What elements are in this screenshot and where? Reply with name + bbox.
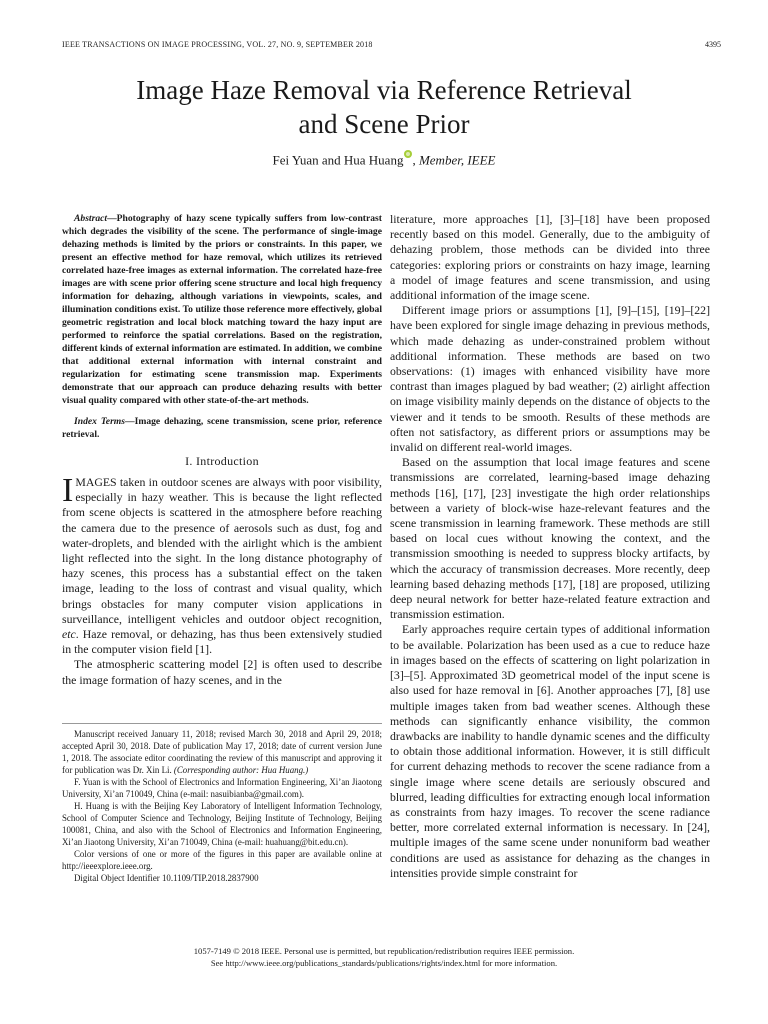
intro-paragraph-1-etc: etc [62,627,76,642]
intro-paragraph-1 [62,472,382,657]
member-status: Member, IEEE [418,152,496,168]
footnote-doi: Digital Object Identifier 10.1109/TIP.2018.2837900 [74,873,259,883]
abstract-label: Abstract [74,213,108,224]
footnote-corresponding-author: (Corresponding author: Hua Huang.) [173,765,309,775]
paper-title-line-1: Image Haze Removal via Reference Retrieval [136,75,632,105]
footnote-color-versions: Color versions of one or more of the figures in this paper are available online at http://ieeexplore.ieee.org. [62,849,382,871]
running-header-journal: IEEE TRANSACTIONS ON IMAGE PROCESSING, VOL. 27, NO. 9, SEPTEMBER 2018 [62,40,373,49]
index-terms [62,415,382,441]
intro-paragraph-1-text: MAGES taken in outdoor scenes are always with poor visibility, especially in hazy weather. This is because the light reflected from scene objects is scattered in the atmosphere before reaching the camera due to the presence of aerosols such as dust, fog and water-droplets, and blended with the airlight which is the ambient light reflected into the sight. In the long distance photography of hazy scenes, this process has a substantial effect on the taken image, leading to the loss of contrast and visual quality, which brings obstacles for many computer vision applications in surveillance, intelligent vehicles and outdoor object recognition, [62,475,382,626]
author-separator: , [412,152,419,168]
paper-title [40,73,728,141]
index-terms-text: Image dehazing, scene transmission, scene prior, reference retrieval. [62,416,382,440]
section-heading-introduction: I. Introduction [185,454,259,468]
right-column [390,212,710,881]
copyright-notice: 1057-7149 © 2018 IEEE. Personal use is permitted, but republication/redistribution requires IEEE permission. [193,946,575,956]
index-terms-dash: — [125,416,135,427]
left-column [62,212,382,688]
author-names: Fei Yuan and Hua Huang [272,152,404,168]
footnote-author-yuan: F. Yuan is with the School of Electronics and Information Engineering, Xi’an Jiaotong University, Xi’an 710049, China (e-mail: nasuibianba@gmail.com). [62,777,382,799]
footnote-manuscript-text: Manuscript received January 11, 2018; revised March 30, 2018 and April 29, 2018; accepted April 30, 2018. Date of publication May 17, 2018; date of current version June 1, 2018. The associate editor coordinating the review of this manuscript and approving it for publication was Dr. Xin Li. [62,729,382,775]
abstract [62,212,382,407]
paper-title-line-2: and Scene Prior [298,109,470,139]
intro-paragraph-2: The atmospheric scattering model [2] is often used to describe the image formation of hazy scenes, and in the [62,657,382,687]
index-terms-label: Index Terms [74,416,125,427]
right-paragraph-4: Early approaches require certain types of additional information to be available. Polarization has been used as a cue to reduce haze in images based on the effects of scattering on light polarization in [3]–[5]. Approximated 3D geometrical model of the input scene is also used for haze removal in [6]. Another approaches [7], [8] use multiple images taken from bad weather scenes. Although these methods can significantly enhance visibility, the common drawbacks are inability to handle dynamic scenes and the difficulty to obtain those additional information. However, it is still difficult for current dehazing methods to recover the scene radiance from a single image where scene details are seriously obscured and blurred, leading difficulties for extracting enough local information as constraints from hazy images. To recover the scene radiance better, more correlated external information is necessary. In [24], multiple images of the same scene under nonuniform bad weather conditions are used as assistance for dehazing as the changes in intensities provide simple constraint for [390,622,710,880]
abstract-dash: — [107,213,117,224]
running-header-page-number: 4395 [705,40,721,49]
rights-url-notice: See http://www.ieee.org/publications_standards/publications/rights/index.html for more information. [210,958,558,968]
author-line [40,151,728,168]
right-paragraph-2: Different image priors or assumptions [1], [9]–[15], [19]–[22] have been explored for single image dehazing in previous methods, which made dehazing as under-constrained problem without additional information. These methods are based on two observations: (1) images with enhanced visibility have more contrast than images plagued by bad weather; (2) airlight affection on image visibility mainly depends on the distance of objects to the viewer and it tends to be smooth. Results of these methods are often not satisfactory, as different priors or assumptions may be invalid on different real-world images. [390,303,710,455]
right-paragraph-3: Based on the assumption that local image features and scene transmissions are correlated, learning-based image dehazing methods [16], [17], [23] investigate the high order relationships between a variety of block-wise haze-relevant features and the scene transmission in learning framework. These methods are still based on local cues without knowing the context, and the transmission smoothing is needed to suppress blocky artifacts, by which the accuracy of transmission decreases. More recently, deep learning based dehazing methods [17], [18] are proposed, utilizing deep neural network for better haze-related feature extraction and transmission estimation. [390,455,710,622]
footnotes [62,723,382,884]
intro-paragraph-1-tail: . Haze removal, or dehazing, has thus been extensively studied in the computer vision field [1]. [62,627,382,657]
drop-cap: I [62,472,74,509]
footnote-manuscript [62,728,382,776]
footnote-author-huang: H. Huang is with the Beijing Key Laboratory of Intelligent Information Technology, School of Computer Science and Technology, Beijing Institute of Technology, Beijing 100081, China, and also with the School of Electronics and Information Engineering, Xi’an Jiaotong University, Xi’an 710049, China (e-mail: huahuang@bit.edu.cn). [62,801,382,847]
right-paragraph-1: literature, more approaches [1], [3]–[18] have been proposed recently based on this model. Generally, due to the ambiguity of dehazing problem, those methods can be divided into three categories: exploring priors or constraints on hazy image, learning a model of image features and scene transmission, and using additional information of the image scene. [390,212,710,303]
abstract-text: Photography of hazy scene typically suffers from low-contrast which degrades the visibility of the scene. The performance of single-image dehazing methods is limited by the priors or constraints. In this paper, we present an effective method for haze removal, which utilizes its retrieved correlated haze-free images as external information. The correlated haze-free images are with scene prior offering scene structure and local high frequency information for dehazing, although variations in viewpoints, scales, and illumination conditions exist. To utilize those reference more effectively, global geometric registration and local block matching toward the hazy input are performed to reinforce the spatial correlations. Based on the registration, different kinds of external information are estimated. In addition, we combine that additional external information with internal constraint and regularization for estimating scene transmission map. Experiments demonstrate that our approach can produce dehazing results with better visual quality compared with other state-of-the-art methods. [62,213,382,406]
